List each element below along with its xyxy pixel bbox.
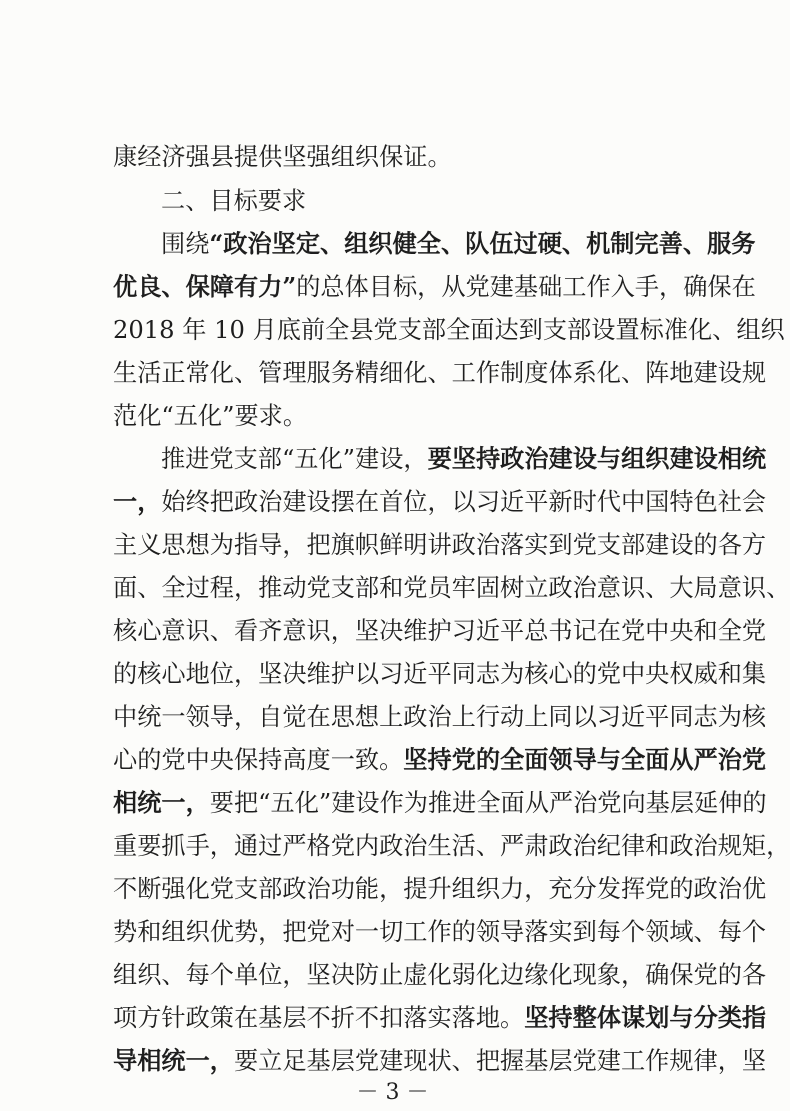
text-line-5 [113,310,785,350]
text-segment: 始终把政治建设摆在首位，以习近平新时代中国特色社会 [161,488,767,516]
text-line-8 [113,439,767,479]
text-segment: 势和组织优势，把党对一切工作的领导落实到每个领域、每个 [113,918,767,946]
text-segment: 项方针政策在基层不折不扣落实落地。 [113,1004,525,1032]
text-segment: 重要抓手，通过严格党内政治生活、严肃政治纪律和政治规矩， [113,832,790,860]
text-line-9 [113,482,767,522]
text-line-22 [113,1041,767,1081]
text-segment: 要立足基层党建现状、把握基层党建工作规律，坚 [233,1047,767,1075]
bold-text-segment: 坚持整体谋划与分类指 [524,1003,767,1032]
text-segment: 二、目标要求 [161,187,307,215]
text-segment: 中统一领导，自觉在思想上政治上行动上同以习近平同志为核 [113,703,767,731]
text-segment: 2018 年 10 月底前全县党支部全面达到支部设置标准化、组织 [113,316,785,344]
text-line-10 [113,525,767,565]
text-line-3 [113,224,756,264]
text-segment: 生活正常化、管理服务精细化、工作制度体系化、阵地建设规 [113,359,767,387]
text-line-1 [113,137,673,177]
text-line-16 [113,783,767,823]
text-segment: 推进党支部“五化”建设， [161,445,428,473]
text-segment: 心的党中央保持高度一致。 [113,746,404,774]
bold-text-segment: 坚持党的全面领导与全面从严治党 [403,745,767,774]
text-line-11 [113,568,790,608]
bold-text-segment: 相统一， [113,788,210,817]
text-line-13 [113,654,767,694]
text-segment: 的总体目标，从党建基础工作入手，确保在 [296,273,756,301]
text-line-4 [113,267,756,307]
text-segment: 围绕 [161,230,210,258]
text-line-15 [113,740,767,780]
text-line-20 [113,955,767,995]
text-segment: 范化“五化”要求。 [113,402,308,430]
text-segment: 面、全过程，推动党支部和党员牢固树立政治意识、大局意识、 [113,574,790,602]
page-number: － 3 － [356,1080,429,1105]
section-heading [161,181,306,221]
text-segment: 不断强化党支部政治功能，提升组织力，充分发挥党的政治优 [113,875,767,903]
text-line-7 [113,396,673,436]
text-line-6 [113,353,767,393]
bold-text-segment: 优良、保障有力” [113,272,297,301]
bold-text-segment: 导相统一， [113,1046,234,1075]
bold-text-segment: “政治坚定、组织健全、队伍过硬、机制完善、服务 [209,229,756,258]
text-segment: 核心意识、看齐意识，坚决维护习近平总书记在党中央和全党 [113,617,767,645]
text-segment: 主义思想为指导，把旗帜鲜明讲政治落实到党支部建设的各方 [113,531,767,559]
bold-text-segment: 要坚持政治建设与组织建设相统 [427,444,767,473]
text-segment: 要把“五化”建设作为推进全面从严治党向基层延伸的 [209,789,767,817]
text-segment: 康经济强县提供坚强组织保证。 [113,143,452,171]
text-segment: 组织、每个单位，坚决防止虚化弱化边缘化现象，确保党的各 [113,961,767,989]
text-segment: 的核心地位，坚决维护以习近平同志为核心的党中央权威和集 [113,660,767,688]
text-line-14 [113,697,767,737]
bold-text-segment: 一， [113,487,162,516]
text-line-17 [113,826,790,866]
text-line-19 [113,912,767,952]
text-line-12 [113,611,767,651]
text-line-21 [113,998,767,1038]
text-line-18 [113,869,767,909]
